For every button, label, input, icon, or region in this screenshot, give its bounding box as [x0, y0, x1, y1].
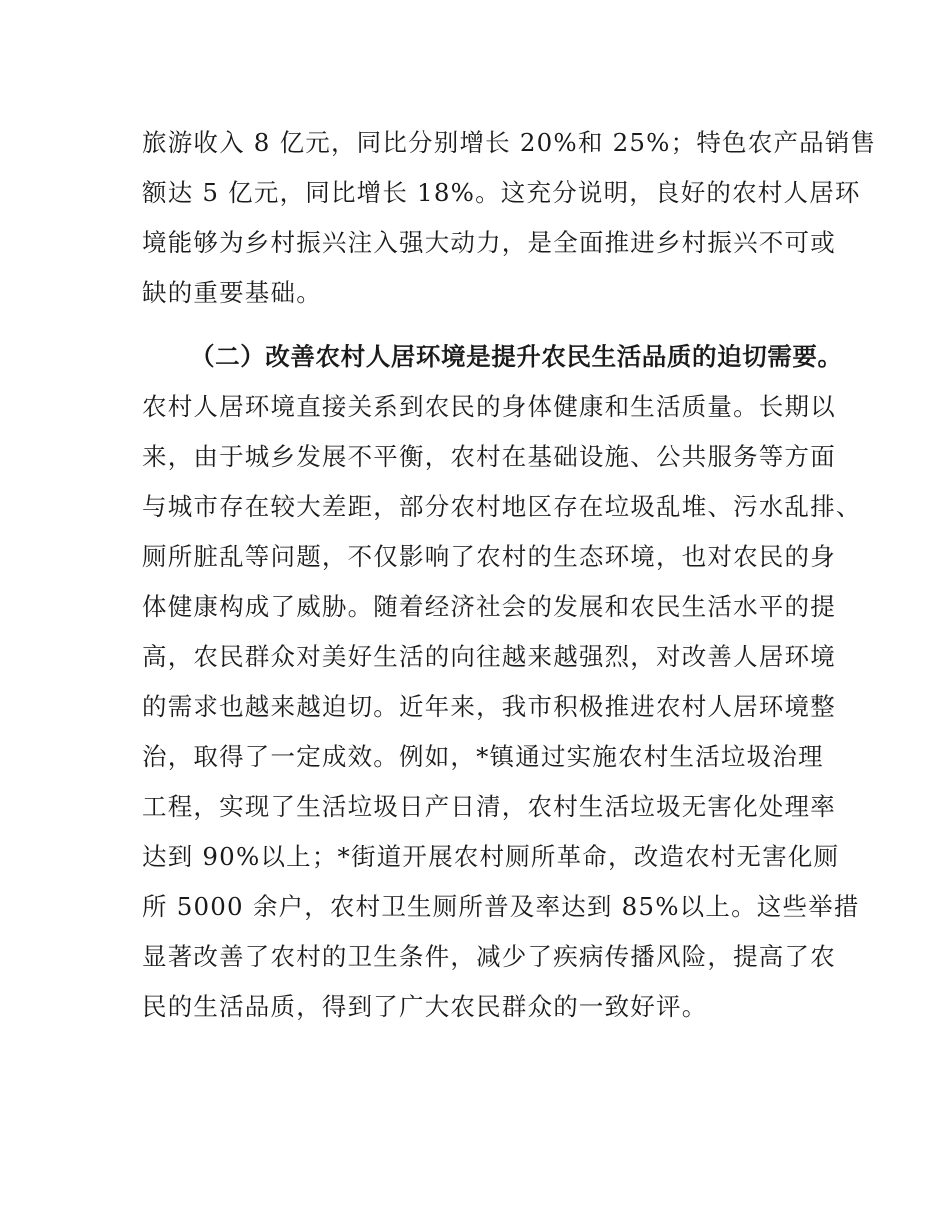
paragraph-line: 达到 90%以上；*街道开展农村厕所革命，改造农村无害化厕	[142, 842, 840, 871]
paragraph-line: 旅游收入 8 亿元，同比分别增长 20%和 25%；特色农产品销售	[142, 128, 877, 157]
paragraph-line: 工程，实现了生活垃圾日产日清，农村生活垃圾无害化处理率	[142, 792, 836, 821]
paragraph-line: 体健康构成了威胁。随着经济社会的发展和农民生活水平的提	[142, 592, 836, 621]
paragraph-line: 额达 5 亿元，同比增长 18%。这充分说明，良好的农村人居环	[142, 178, 861, 207]
paragraph-line: 缺的重要基础。	[142, 278, 322, 307]
section-heading: （二）改善农村人居环境是提升农民生活品质的迫切需要。	[190, 342, 843, 371]
paragraph-line: 的需求也越来越迫切。近年来，我市积极推进农村人居环境整	[142, 692, 836, 721]
paragraph-line: 农村人居环境直接关系到农民的身体健康和生活质量。长期以	[142, 392, 836, 421]
paragraph-line: 厕所脏乱等问题，不仅影响了农村的生态环境，也对农民的身	[142, 542, 836, 571]
paragraph-line: 治，取得了一定成效。例如，*镇通过实施农村生活垃圾治理	[142, 742, 824, 771]
paragraph-line: 民的生活品质，得到了广大农民群众的一致好评。	[142, 992, 708, 1021]
paragraph-line: 高，农民群众对美好生活的向往越来越强烈，对改善人居环境	[142, 642, 836, 671]
paragraph-line: 与城市存在较大差距，部分农村地区存在垃圾乱堆、污水乱排、	[142, 492, 862, 521]
paragraph-line: 来，由于城乡发展不平衡，农村在基础设施、公共服务等方面	[142, 442, 836, 471]
paragraph-line: 所 5000 余户，农村卫生厕所普及率达到 85%以上。这些举措	[142, 892, 860, 921]
paragraph-line: 显著改善了农村的卫生条件，减少了疾病传播风险，提高了农	[142, 942, 836, 971]
paragraph-line: 境能够为乡村振兴注入强大动力，是全面推进乡村振兴不可或	[142, 228, 836, 257]
